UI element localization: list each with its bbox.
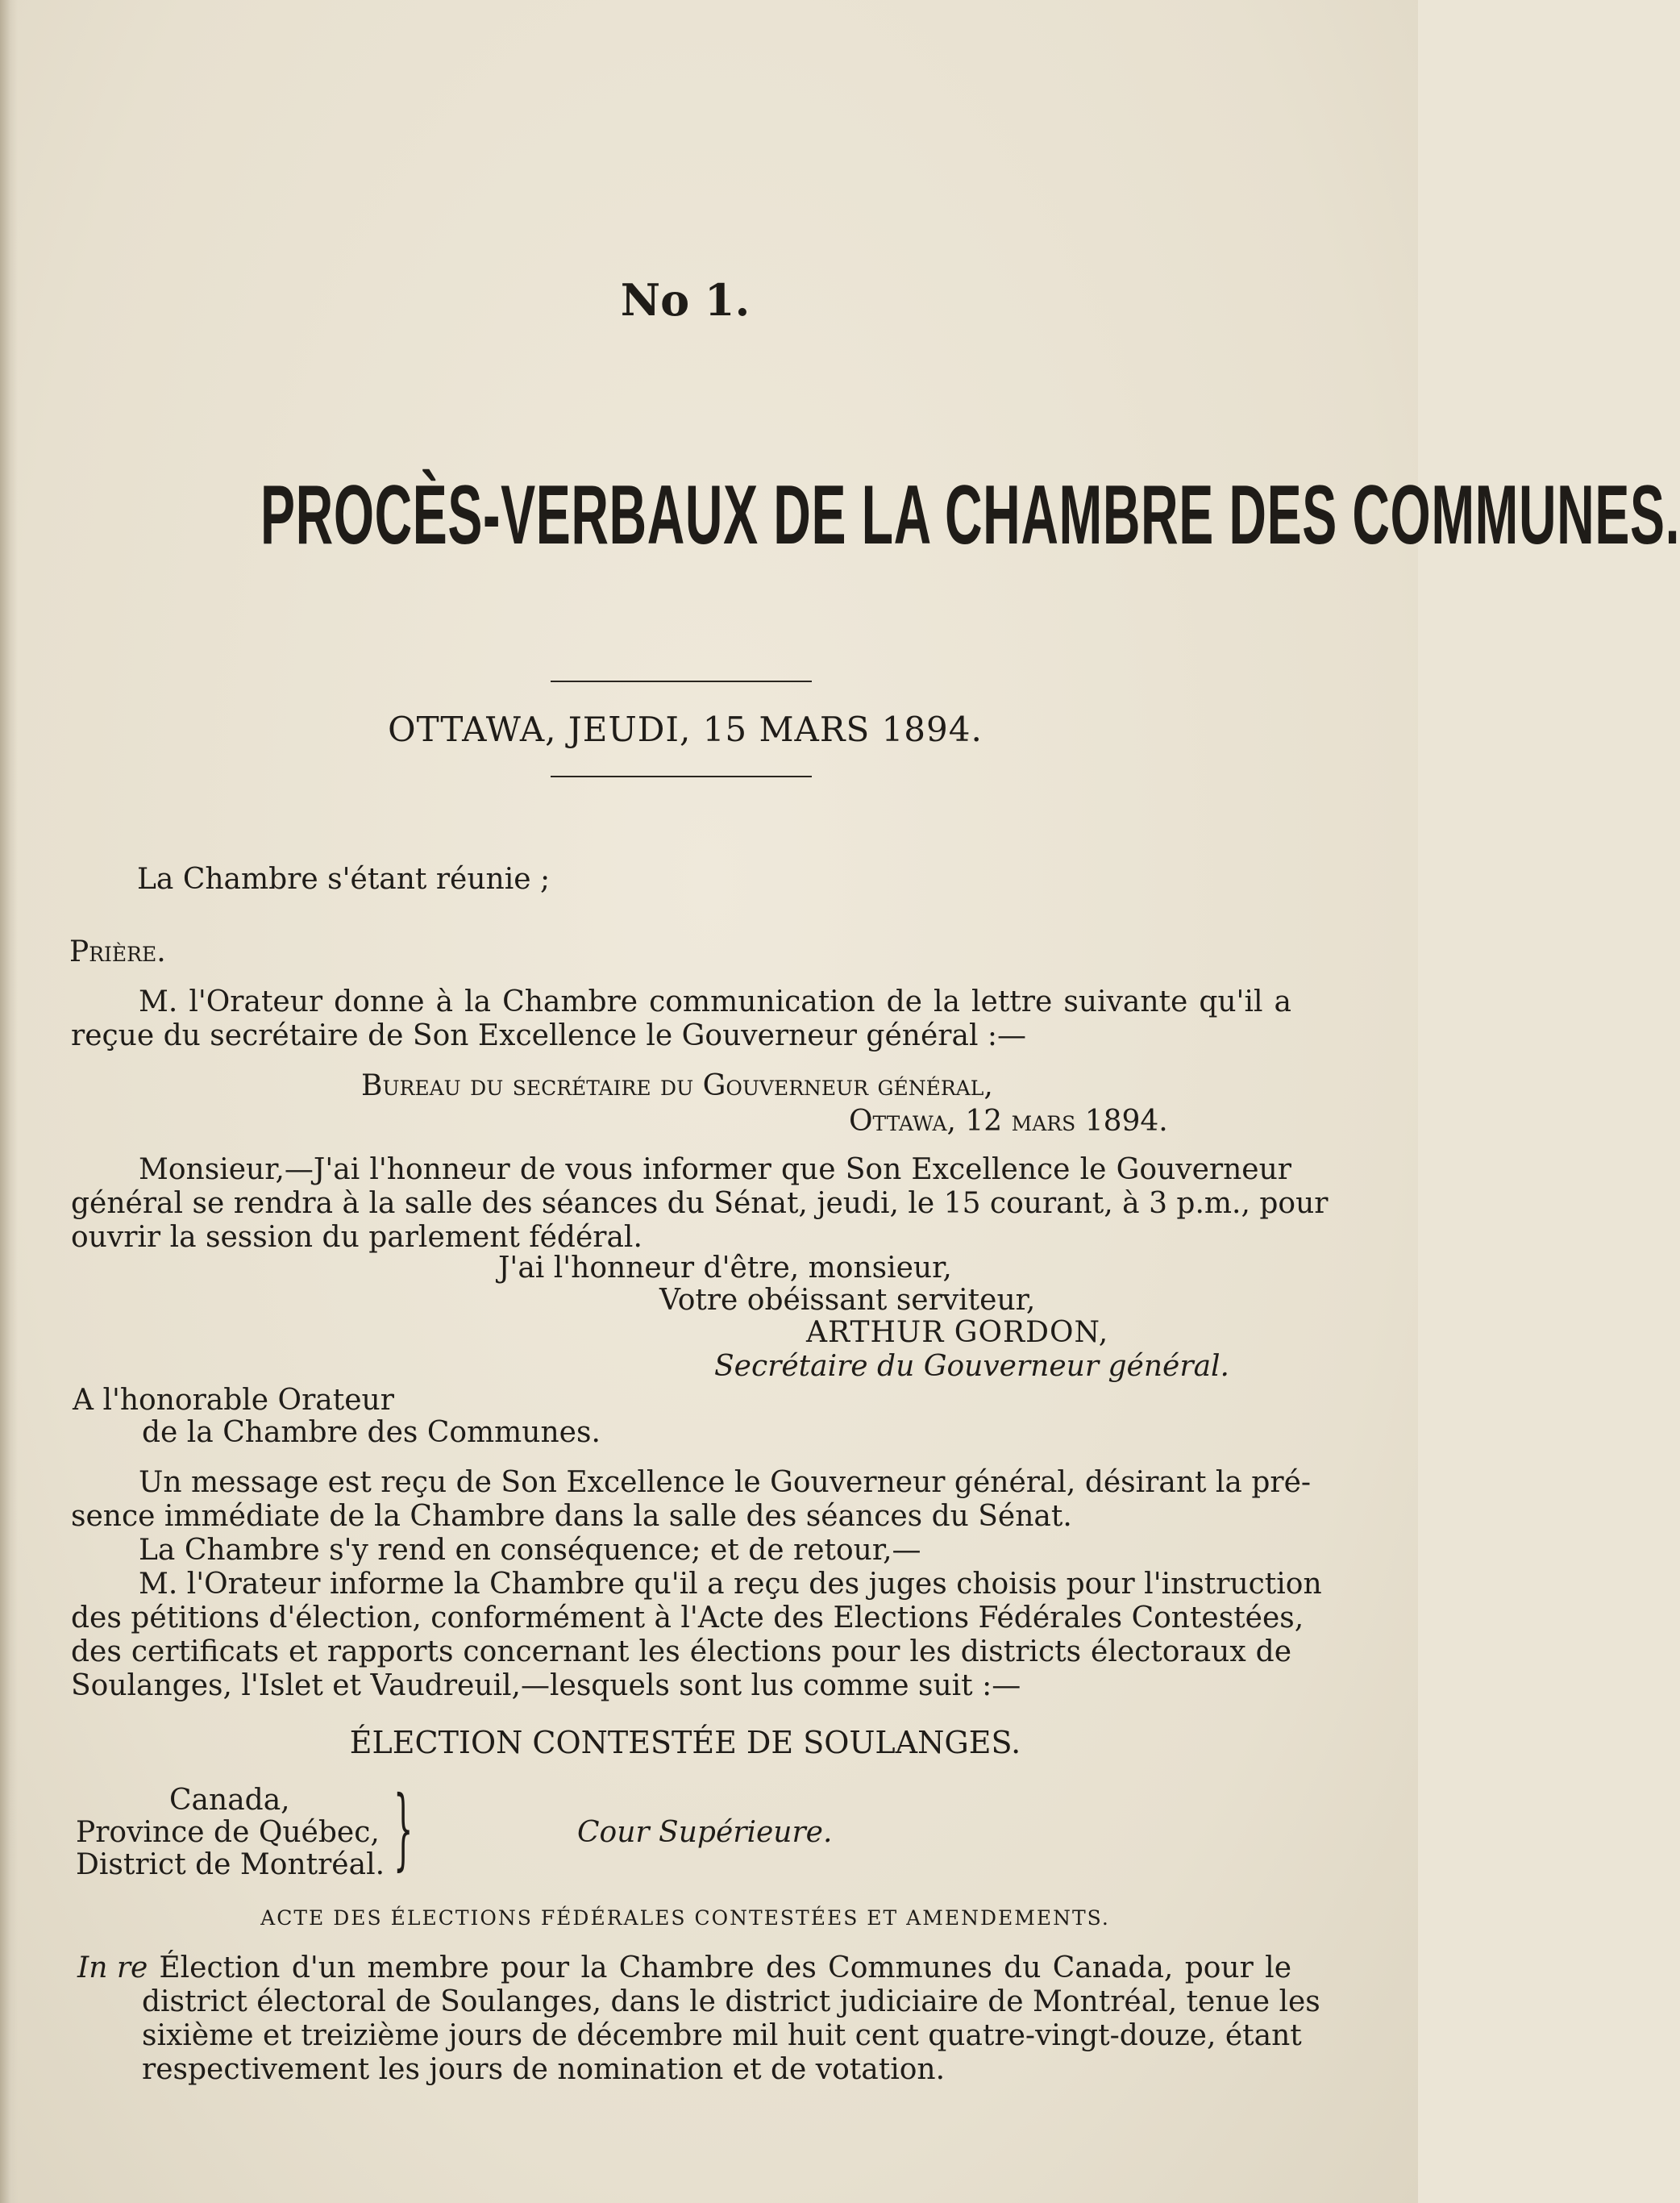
letter-line2: général se rendra à la salle des séances du Sénat, jeudi, le 15 courant, à 3 p.m., pour (71, 1187, 1329, 1220)
in-re-line1 (77, 1951, 1291, 1985)
jurisdiction-line3: District de Montréal. (76, 1848, 385, 1881)
jurisdiction-line2: Province de Québec, (76, 1816, 380, 1849)
jurisdiction-brace: } (393, 1776, 414, 1880)
informe-line2: des pétitions d'élection, conformément à l'Acte des Elections Fédérales Contestées, (71, 1601, 1304, 1635)
letter-addressee1: A l'honorable Orateur (73, 1384, 394, 1417)
letter-signature-title: Secrétaire du Gouverneur général. (714, 1350, 1229, 1383)
message-line2: sence immédiate de la Chambre dans la salle des séances du Sénat. (71, 1500, 1072, 1533)
rule-top (551, 681, 812, 682)
informe-line3: des certificats et rapports concernant les élections pour les districts électoraux de (71, 1635, 1291, 1668)
acte-heading: ACTE DES ÉLECTIONS FÉDÉRALES CONTESTÉES ET AMENDEMENTS. (260, 1906, 1110, 1930)
letter-closing1: J'ai l'honneur d'être, monsieur, (498, 1251, 952, 1285)
in-re-lead: In re (77, 1951, 148, 1984)
informe-line1: M. l'Orateur informe la Chambre qu'il a reçu des juges choisis pour l'instruction (139, 1568, 1322, 1601)
letter-closing2: Votre obéissant serviteur, (659, 1284, 1036, 1317)
in-re-line1-text: Élection d'un membre pour la Chambre des Communes du Canada, pour le (159, 1951, 1291, 1984)
document-title: PROCÈS-VERBAUX DE LA CHAMBRE DES COMMUNES. (260, 469, 1680, 562)
court-name: Cour Supérieure. (577, 1816, 833, 1849)
jurisdiction-line1: Canada, (169, 1784, 290, 1817)
rule-bottom (551, 776, 812, 777)
letter-addressee2: de la Chambre des Communes. (142, 1416, 601, 1449)
document-number: No 1. (620, 274, 751, 326)
retour-line: La Chambre s'y rend en conséquence; et de retour,— (139, 1534, 921, 1567)
letter-line3: ouvrir la session du parlement fédéral. (71, 1221, 642, 1254)
letter-place-date: Ottawa, 12 mars 1894. (849, 1105, 1168, 1138)
message-line1: Un message est reçu de Son Excellence le Gouverneur général, désirant la pré- (139, 1466, 1312, 1499)
letter-line1: Monsieur,—J'ai l'honneur de vous informer que Son Excellence le Gouverneur (139, 1153, 1291, 1186)
in-re-line2: district électoral de Soulanges, dans le district judiciaire de Montréal, tenue les (142, 1985, 1320, 2018)
in-re-line4: respectivement les jours de nomination et de votation. (142, 2053, 946, 2086)
letter-bureau: Bureau du secrétaire du Gouverneur général, (361, 1069, 993, 1102)
intro-line: La Chambre s'étant réunie ; (137, 863, 551, 896)
section-heading: ÉLECTION CONTESTÉE DE SOULANGES. (349, 1725, 1021, 1760)
letter-signature: ARTHUR GORDON, (806, 1316, 1109, 1349)
priere-label: Prière. (69, 935, 166, 968)
orateur-paragraph-line1: M. l'Orateur donne à la Chambre communication de la lettre suivante qu'il a (139, 985, 1291, 1018)
orateur-paragraph-line2: reçue du secrétaire de Son Excellence le Gouverneur général :— (71, 1019, 1027, 1052)
informe-line4: Soulanges, l'Islet et Vaudreuil,—lesquels sont lus comme suit :— (71, 1669, 1021, 1702)
in-re-line3: sixième et treizième jours de décembre mil huit cent quatre-vingt-douze, étant (142, 2019, 1302, 2052)
date-line: OTTAWA, JEUDI, 15 MARS 1894. (388, 710, 983, 749)
page-binding-edge (0, 0, 18, 2203)
